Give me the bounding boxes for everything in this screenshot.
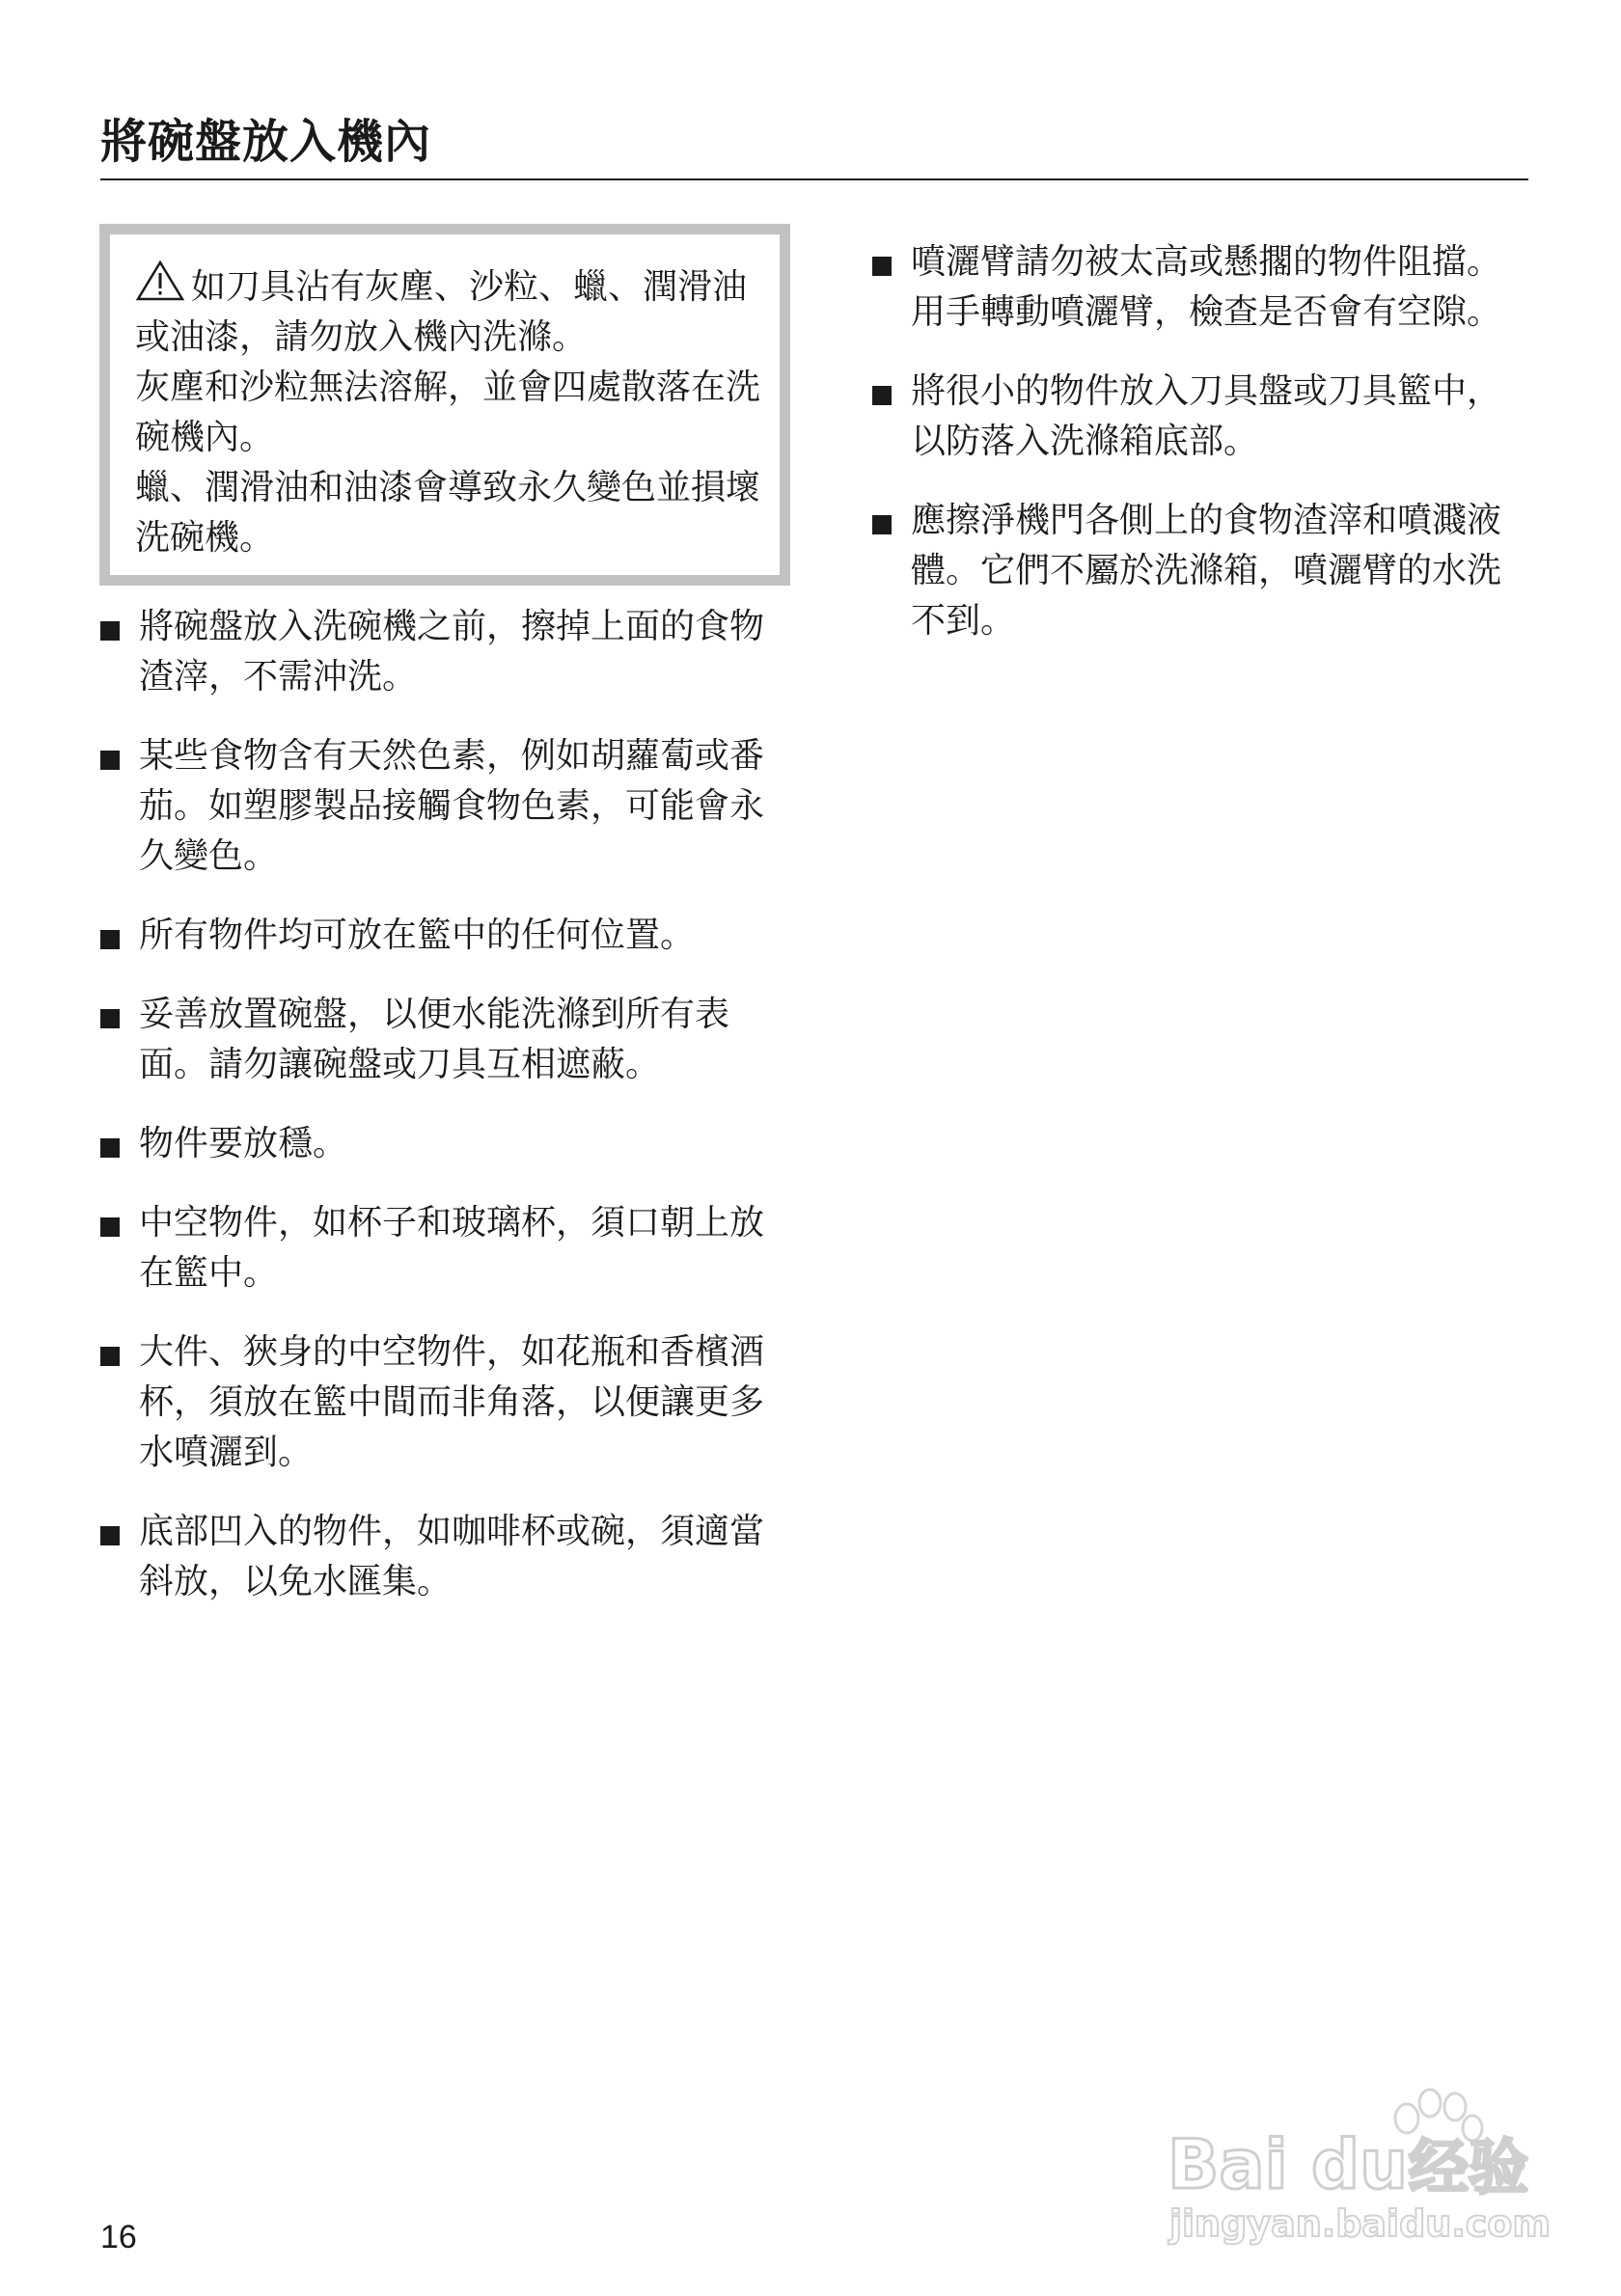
bullet-square-icon	[100, 930, 120, 949]
bullet-square-icon	[100, 1138, 120, 1158]
baidu-jingyan-watermark	[1148, 2074, 1553, 2248]
bullet-square-icon	[100, 1347, 120, 1366]
list-item: 噴灑臂請勿被太高或懸擱的物件阻擋。用手轉動噴灑臂，檢查是否會有空隙。	[872, 237, 1528, 338]
list-item: 所有物件均可放在籃中的任何位置。	[100, 911, 795, 961]
warning-line-1: 如刀具沾有灰塵、沙粒、蠟、潤滑油或油漆，請勿放入機內洗滌。	[135, 260, 760, 363]
bullet-square-icon	[872, 257, 892, 276]
list-item: 將很小的物件放入刀具盤或刀具籃中，以防落入洗滌箱底部。	[872, 367, 1528, 467]
watermark-brand-suffix: 经验	[1409, 2132, 1529, 2202]
list-item: 中空物件，如杯子和玻璃杯，須口朝上放在籃中。	[100, 1198, 795, 1298]
bullet-square-icon	[872, 515, 892, 534]
list-item: 某些食物含有天然色素，例如胡蘿蔔或番茄。如塑膠製品接觸食物色素，可能會永久變色。	[100, 731, 795, 882]
watermark-brand: Bai du	[1168, 2125, 1408, 2204]
list-item: 底部凹入的物件，如咖啡杯或碗，須適當斜放，以免水匯集。	[100, 1507, 795, 1607]
bullet-square-icon	[100, 751, 120, 770]
bullet-square-icon	[872, 386, 892, 405]
list-item: 妥善放置碗盤，以便水能洗滌到所有表面。請勿讓碗盤或刀具互相遮蔽。	[100, 990, 795, 1090]
list-item: 應擦淨機門各側上的食物渣滓和噴濺液體。它們不屬於洗滌箱，噴灑臂的水洗不到。	[872, 496, 1528, 646]
title-divider	[100, 178, 1528, 180]
warning-triangle-icon	[135, 260, 185, 302]
watermark-url: jingyan.baidu.com	[1169, 2202, 1551, 2245]
list-item: 大件、狹身的中空物件，如花瓶和香檳酒杯，須放在籃中間而非角落，以便讓更多水噴灑到。	[100, 1327, 795, 1478]
bullet-square-icon	[100, 1526, 120, 1545]
bullet-square-icon	[100, 1009, 120, 1028]
left-column	[100, 602, 795, 1636]
bullet-square-icon	[100, 1217, 120, 1237]
page-title: 將碗盤放入機內	[100, 115, 432, 169]
warning-box	[99, 224, 790, 586]
list-item: 物件要放穩。	[100, 1119, 795, 1169]
bullet-square-icon	[100, 621, 120, 641]
page-number: 16	[100, 2219, 137, 2255]
right-column	[872, 237, 1528, 675]
warning-line-2: 灰塵和沙粒無法溶解，並會四處散落在洗碗機內。	[135, 368, 761, 457]
warning-line-3: 蠟、潤滑油和油漆會導致永久變色並損壞洗碗機。	[135, 468, 761, 558]
list-item: 將碗盤放入洗碗機之前，擦掉上面的食物渣滓，不需沖洗。	[100, 602, 795, 702]
